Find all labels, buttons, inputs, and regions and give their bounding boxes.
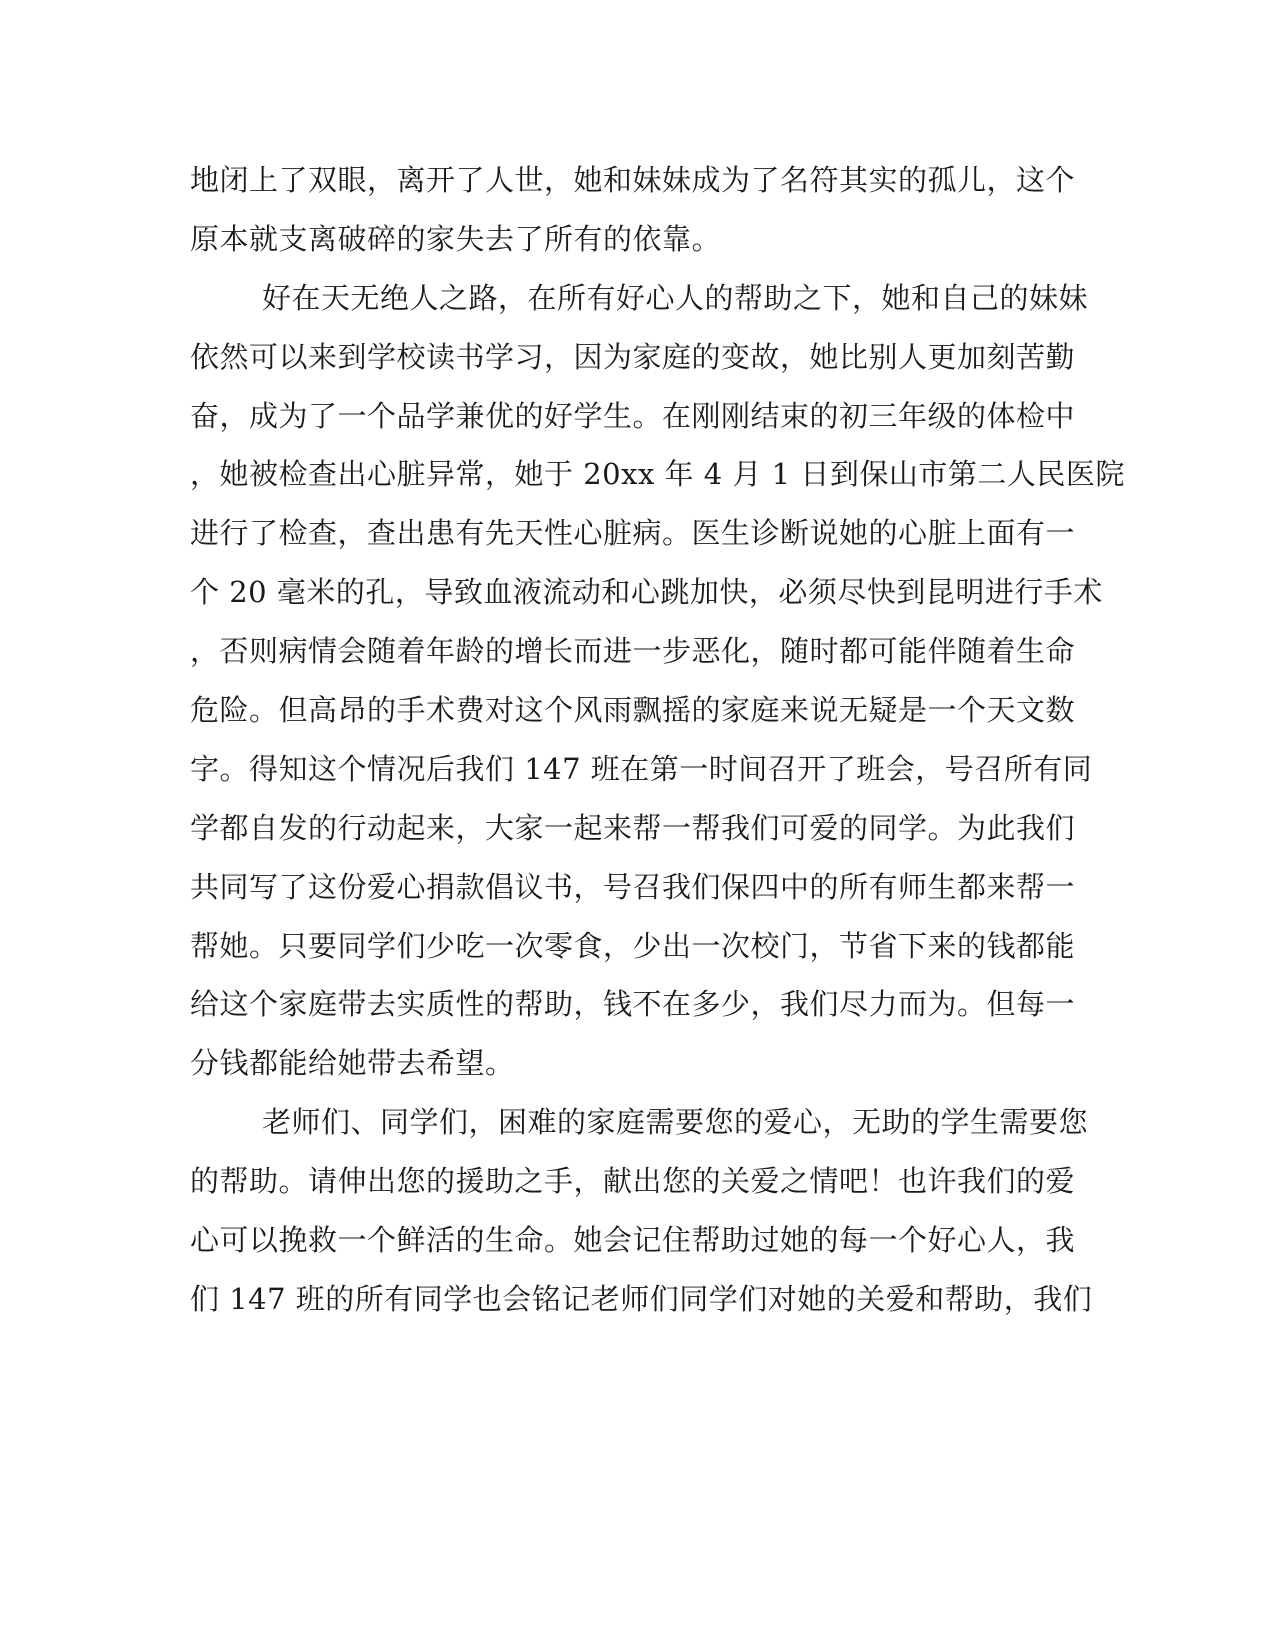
text-line: 帮她。只要同学们少吃一次零食，少出一次校门，节省下来的钱都能 [190, 929, 1076, 963]
text-line: 给这个家庭带去实质性的帮助，钱不在多少，我们尽力而为。但每一 [190, 987, 1076, 1021]
text-line: 共同写了这份爱心捐款倡议书，号召我们保四中的所有师生都来帮一 [190, 870, 1076, 904]
text-line: 危险。但高昂的手术费对这个风雨飘摇的家庭来说无疑是一个天文数 [190, 693, 1076, 727]
paragraph-start-line: 好在天无绝人之路，在所有好心人的帮助之下，她和自己的妹妹 [262, 281, 1089, 315]
text-line: 奋，成为了一个品学兼优的好学生。在刚刚结束的初三年级的体检中 [190, 399, 1076, 433]
text-line: 个 20 毫米的孔，导致血液流动和心跳加快，必须尽快到昆明进行手术 [190, 575, 1103, 609]
text-line: 心可以挽救一个鲜活的生命。她会记住帮助过她的每一个好心人，我 [190, 1223, 1076, 1257]
text-line: 地闭上了双眼，离开了人世，她和妹妹成为了名符其实的孤儿，这个 [190, 163, 1076, 197]
paragraph-start-line: 老师们、同学们，困难的家庭需要您的爱心，无助的学生需要您 [262, 1105, 1089, 1139]
text-line: 原本就支离破碎的家失去了所有的依靠。 [190, 222, 722, 256]
text-line: ，否则病情会随着年龄的增长而进一步恶化，随时都可能伴随着生命 [190, 634, 1076, 668]
text-line: 进行了检查，查出患有先天性心脏病。医生诊断说她的心脏上面有一 [190, 516, 1076, 550]
text-line: 的帮助。请伸出您的援助之手，献出您的关爱之情吧！也许我们的爱 [190, 1164, 1076, 1198]
text-line: 学都自发的行动起来，大家一起来帮一帮我们可爱的同学。为此我们 [190, 811, 1076, 845]
text-line: 依然可以来到学校读书学习，因为家庭的变故，她比别人更加刻苦勤 [190, 340, 1076, 374]
text-line: 字。得知这个情况后我们 147 班在第一时间召开了班会，号召所有同 [190, 752, 1093, 786]
text-line: 们 147 班的所有同学也会铭记老师们同学们对她的关爱和帮助，我们 [190, 1282, 1093, 1316]
text-line: ，她被检查出心脏异常，她于 20xx 年 4 月 1 日到保山市第二人民医院 [190, 457, 1125, 491]
text-line: 分钱都能给她带去希望。 [190, 1046, 515, 1080]
